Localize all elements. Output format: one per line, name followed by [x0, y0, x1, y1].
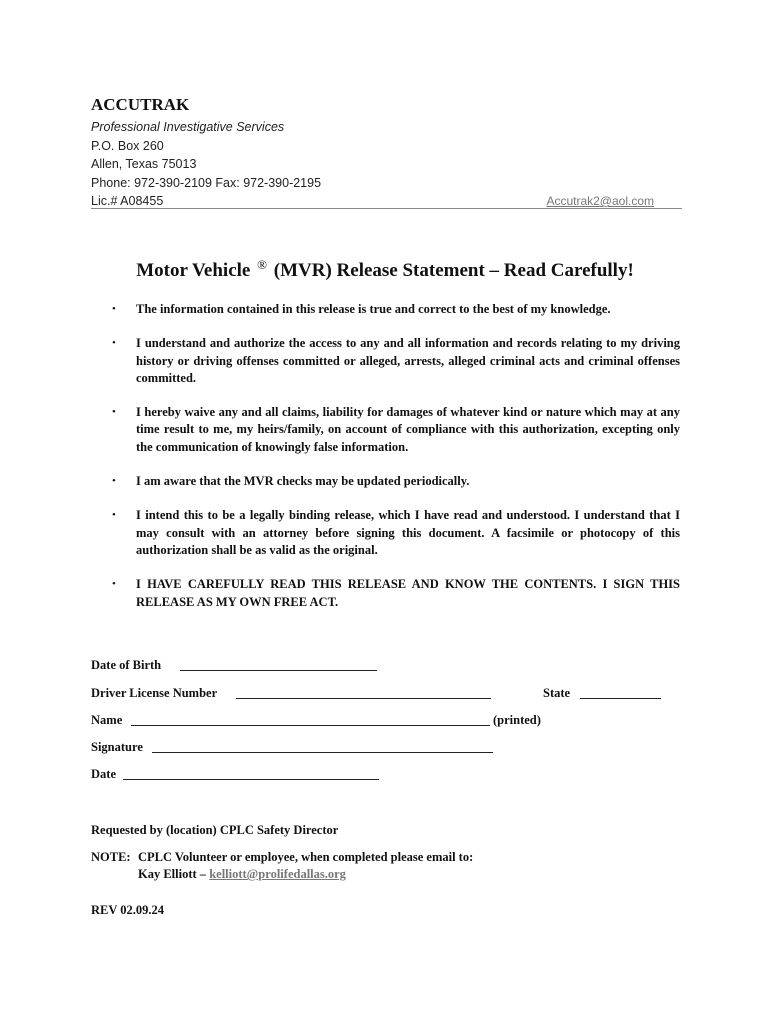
signature-label: Signature	[91, 740, 143, 754]
release-statement-list	[112, 301, 680, 628]
list-item-text: I HAVE CAREFULLY READ THIS RELEASE AND KNOW THE CONTENTS. I SIGN THIS RELEASE AS MY OWN FREE ACT.	[136, 577, 680, 609]
list-item-text: I hereby waive any and all claims, liability for damages of whatever kind or nature which may at any time result to me, my heirs/family, on account of compliance with this authorization, excepting only the communication of knowingly false information.	[136, 405, 680, 454]
name-printed-note: (printed)	[493, 713, 541, 727]
registered-mark: ®	[257, 257, 268, 272]
date-field[interactable]	[123, 779, 379, 780]
revision-label: REV 02.09.24	[91, 903, 165, 917]
po-box: P.O. Box 260	[91, 138, 164, 153]
date-label: Date	[91, 767, 116, 781]
letterhead	[91, 95, 682, 211]
title-part-1: Motor Vehicle	[136, 260, 251, 281]
company-name: ACCUTRAK	[91, 95, 190, 114]
list-item	[112, 301, 680, 318]
list-item	[112, 473, 680, 490]
bullet-icon: •	[112, 406, 116, 419]
state-label: State	[543, 686, 571, 700]
list-item	[112, 576, 680, 611]
title-part-2: (MVR) Release Statement – Read Carefully!	[273, 260, 634, 281]
bullet-icon: •	[112, 303, 116, 315]
bullet-icon: •	[112, 578, 116, 591]
contact-name: Kay Elliott –	[138, 867, 210, 881]
bullet-icon: •	[112, 475, 116, 488]
license-label: Driver License Number	[91, 686, 218, 700]
list-item-text: I am aware that the MVR checks may be updated periodically.	[136, 474, 470, 489]
state-field[interactable]	[580, 698, 661, 699]
note-block	[91, 849, 474, 881]
license-number-field[interactable]	[236, 698, 491, 699]
dob-field[interactable]	[180, 670, 377, 671]
phone-fax: Phone: 972-390-2109 Fax: 972-390-2195	[91, 175, 322, 190]
list-item	[112, 335, 680, 387]
license-number: Lic.# A08455	[91, 194, 164, 208]
city-state-zip: Allen, Texas 75013	[91, 157, 197, 171]
list-item	[112, 404, 680, 456]
bullet-icon: •	[112, 509, 116, 522]
letterhead-divider	[91, 208, 682, 209]
contact-line	[138, 866, 346, 883]
contact-email-link[interactable]: kelliott@prolifedallas.org	[209, 867, 346, 881]
name-label: Name	[91, 713, 123, 727]
dob-label: Date of Birth	[91, 658, 162, 672]
note-text: CPLC Volunteer or employee, when completed please email to:	[138, 850, 474, 864]
name-field[interactable]	[131, 725, 490, 726]
bullet-icon: •	[112, 337, 116, 350]
company-tagline: Professional Investigative Services	[91, 120, 285, 134]
company-email-link[interactable]: Accutrak2@aol.com	[546, 194, 654, 208]
list-item-text: I intend this to be a legally binding release, which I have read and understood. I understand that I may consult with an attorney before signing this document. A facsimile or photocopy of this authorization shall be as valid as the original.	[136, 508, 680, 557]
list-item-text: I understand and authorize the access to any and all information and records relating to my driving history or driving offenses committed or alleged, arrests, alleged criminal acts and criminal offenses committed.	[136, 336, 680, 385]
list-item-text: The information contained in this release is true and correct to the best of my knowledge.	[136, 302, 611, 316]
signature-field[interactable]	[152, 752, 493, 753]
note-label: NOTE:	[91, 850, 131, 864]
document-title	[0, 252, 770, 284]
list-item	[112, 507, 680, 559]
requested-by: Requested by (location) CPLC Safety Director	[91, 823, 339, 837]
